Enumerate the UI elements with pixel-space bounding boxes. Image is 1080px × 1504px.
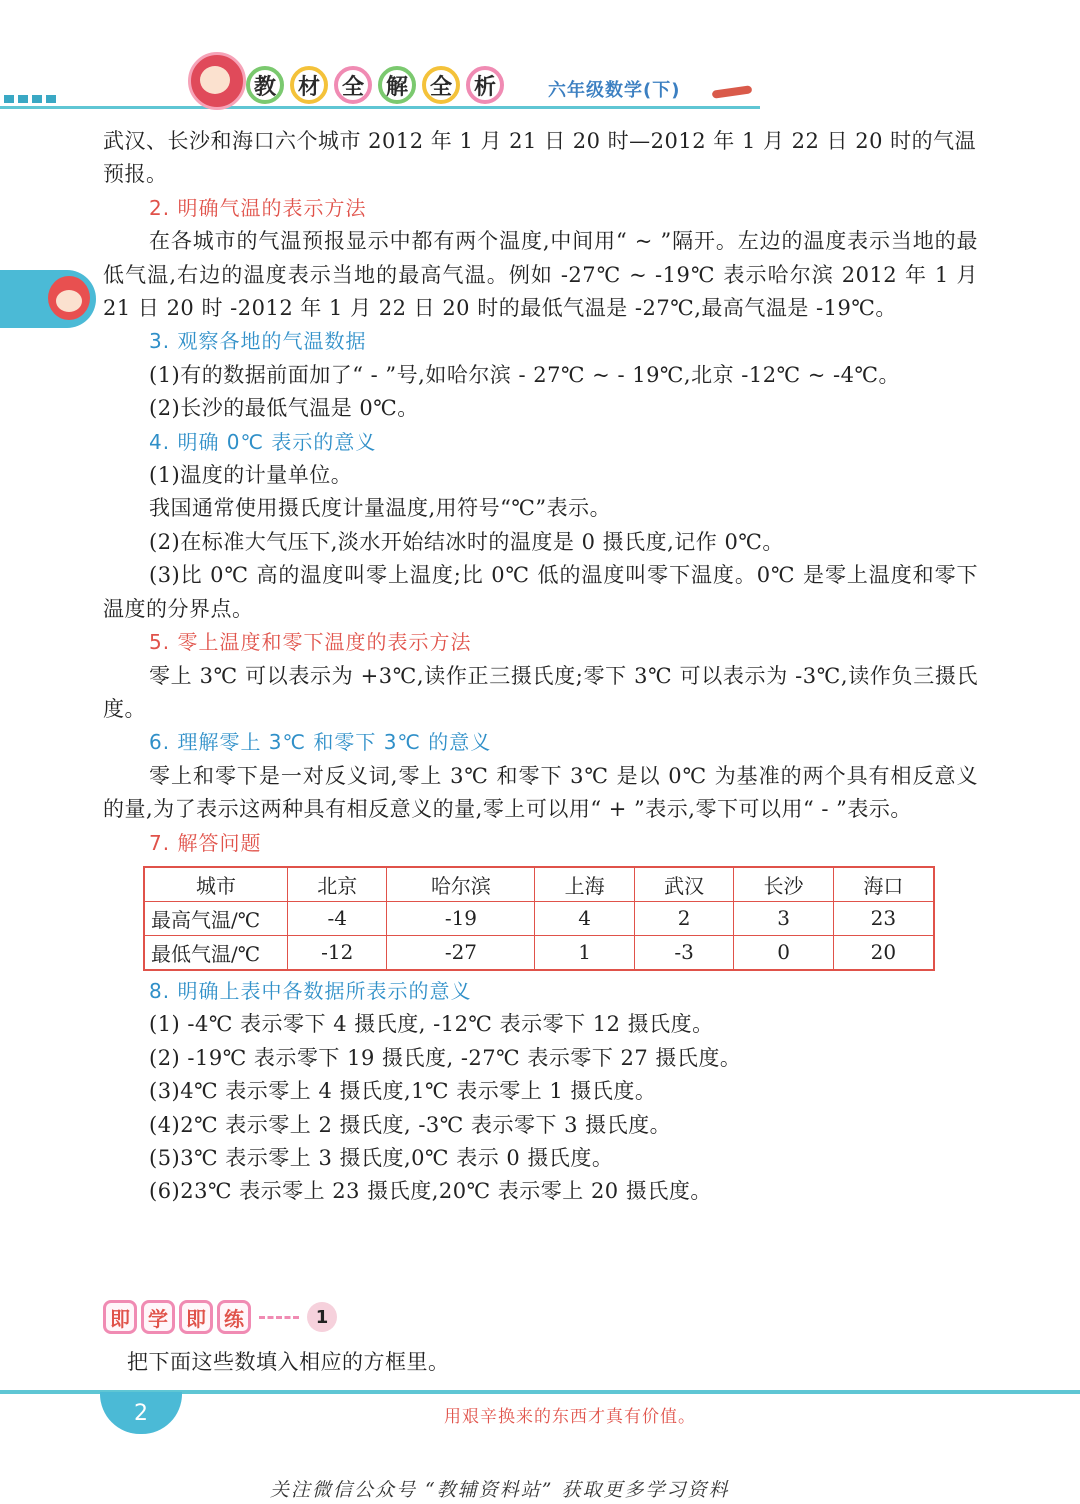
table-row: [144, 935, 934, 970]
practice-badge: [103, 1300, 337, 1334]
table-cell: 3: [734, 901, 833, 935]
section-heading: 8. 明确上表中各数据所表示的意义: [149, 978, 472, 1003]
section-heading: 6. 理解零上 3℃ 和零下 3℃ 的意义: [149, 730, 492, 755]
page-number: 2: [100, 1392, 182, 1434]
table-header-row: [144, 867, 934, 902]
list-item: (5)3℃ 表示零上 3 摄氏度,0℃ 表示 0 摄氏度。: [149, 1145, 614, 1170]
section-heading: 4. 明确 0℃ 表示的意义: [149, 429, 377, 454]
title-char: 材: [290, 66, 328, 104]
table-cell: -12: [288, 935, 387, 970]
paragraph: (1)温度的计量单位。: [149, 463, 353, 488]
table-cell: 0: [734, 935, 833, 970]
page-content: [103, 125, 978, 1209]
table-header-cell: 武汉: [634, 867, 733, 902]
header-decoration: [4, 88, 60, 107]
title-char: 解: [378, 66, 416, 104]
page-header: [0, 0, 1080, 125]
practice-char: 练: [217, 1300, 251, 1334]
paragraph: 我国通常使用摄氏度计量温度,用符号“℃”表示。: [149, 496, 612, 521]
divider: [259, 1316, 299, 1319]
section-heading: 2. 明确气温的表示方法: [149, 195, 367, 220]
paragraph: (2)长沙的最低气温是 0℃。: [149, 396, 419, 421]
table-cell: -4: [288, 901, 387, 935]
title-char: 教: [246, 66, 284, 104]
table-cell: 2: [634, 901, 733, 935]
grade-label: 六年级数学(下): [548, 80, 681, 101]
list-item: (1) -4℃ 表示零下 4 摄氏度, -12℃ 表示零下 12 摄氏度。: [149, 1012, 714, 1037]
table-cell: -3: [634, 935, 733, 970]
intro-line: 武汉、长沙和海口六个城市 2012 年 1 月 21 日 20 时—2012 年 1 月 22 日 20 时的气温: [103, 129, 977, 153]
table-cell: 23: [833, 901, 934, 935]
practice-char: 即: [179, 1300, 213, 1334]
paragraph: 在各城市的气温预报显示中都有两个温度,中间用“ ~ ”隔开。左边的温度表示当地的最低气温,右边的温度表示当地的最高气温。例如 -27℃ ~ -19℃ 表示哈尔滨 2012 年 1 月 21 日 20 时 -2012 年 1 月 22 日 20 时的最低气温是 -27℃,最高气温是 -19℃。: [103, 229, 978, 321]
table-header-cell: 北京: [288, 867, 387, 902]
intro-line: 预报。: [103, 162, 168, 187]
pencil-icon: [712, 85, 753, 98]
side-mascot-icon: [48, 276, 90, 320]
title-char: 全: [334, 66, 372, 104]
temperature-table: [143, 866, 935, 971]
paragraph: (1)有的数据前面加了“ - ”号,如哈尔滨 - 27℃ ~ - 19℃,北京 -12℃ ~ -4℃。: [149, 362, 900, 387]
table-cell: 1: [535, 935, 634, 970]
header-rule: [0, 106, 760, 109]
table-cell: 最低气温/℃: [144, 935, 288, 970]
table-header-cell: 海口: [833, 867, 934, 902]
paragraph: 零上 3℃ 可以表示为 +3℃,读作正三摄氏度;零下 3℃ 可以表示为 -3℃,读作负三摄氏度。: [103, 663, 978, 721]
footer-motto: 用艰辛换来的东西才真有价值。: [444, 1407, 696, 1427]
list-item: (4)2℃ 表示零上 2 摄氏度, -3℃ 表示零下 3 摄氏度。: [149, 1112, 672, 1137]
paragraph: 零上和零下是一对反义词,零上 3℃ 和零下 3℃ 是以 0℃ 为基准的两个具有相反意义的量,为了表示这两种具有相反意义的量,零上可以用“ + ”表示,零下可以用“ - ”表示。: [103, 763, 978, 822]
mascot-face-icon: [200, 66, 230, 94]
practice-char: 即: [103, 1300, 137, 1334]
section-heading: 7. 解答问题: [149, 830, 262, 855]
table-cell: 20: [833, 935, 934, 970]
table-row: [144, 901, 934, 935]
paragraph: (2)在标准大气压下,淡水开始结冰时的温度是 0 摄氏度,记作 0℃。: [149, 529, 784, 554]
table-header-cell: 城市: [144, 867, 288, 902]
title-char: 全: [422, 66, 460, 104]
practice-instruction: 把下面这些数填入相应的方框里。: [127, 1350, 450, 1374]
table-header-cell: 上海: [535, 867, 634, 902]
table-header-cell: 长沙: [734, 867, 833, 902]
table-cell: -27: [387, 935, 535, 970]
list-item: (3)4℃ 表示零上 4 摄氏度,1℃ 表示零上 1 摄氏度。: [149, 1079, 657, 1104]
title-char: 析: [466, 66, 504, 104]
practice-number: 1: [307, 1302, 337, 1332]
section-heading: 3. 观察各地的气温数据: [149, 329, 367, 354]
watermark-text: 关注微信公众号 “教辅资料站” 获取更多学习资料: [270, 1479, 730, 1501]
book-title: [246, 66, 504, 104]
table-cell: 4: [535, 901, 634, 935]
paragraph: (3)比 0℃ 高的温度叫零上温度;比 0℃ 低的温度叫零下温度。0℃ 是零上温度和零下温度的分界点。: [103, 563, 978, 621]
section-heading: 5. 零上温度和零下温度的表示方法: [149, 630, 472, 655]
practice-char: 学: [141, 1300, 175, 1334]
table-cell: 最高气温/℃: [144, 901, 288, 935]
table-cell: -19: [387, 901, 535, 935]
list-item: (2) -19℃ 表示零下 19 摄氏度, -27℃ 表示零下 27 摄氏度。: [149, 1045, 742, 1070]
list-item: (6)23℃ 表示零上 23 摄氏度,20℃ 表示零上 20 摄氏度。: [149, 1179, 712, 1204]
table-header-cell: 哈尔滨: [387, 867, 535, 902]
